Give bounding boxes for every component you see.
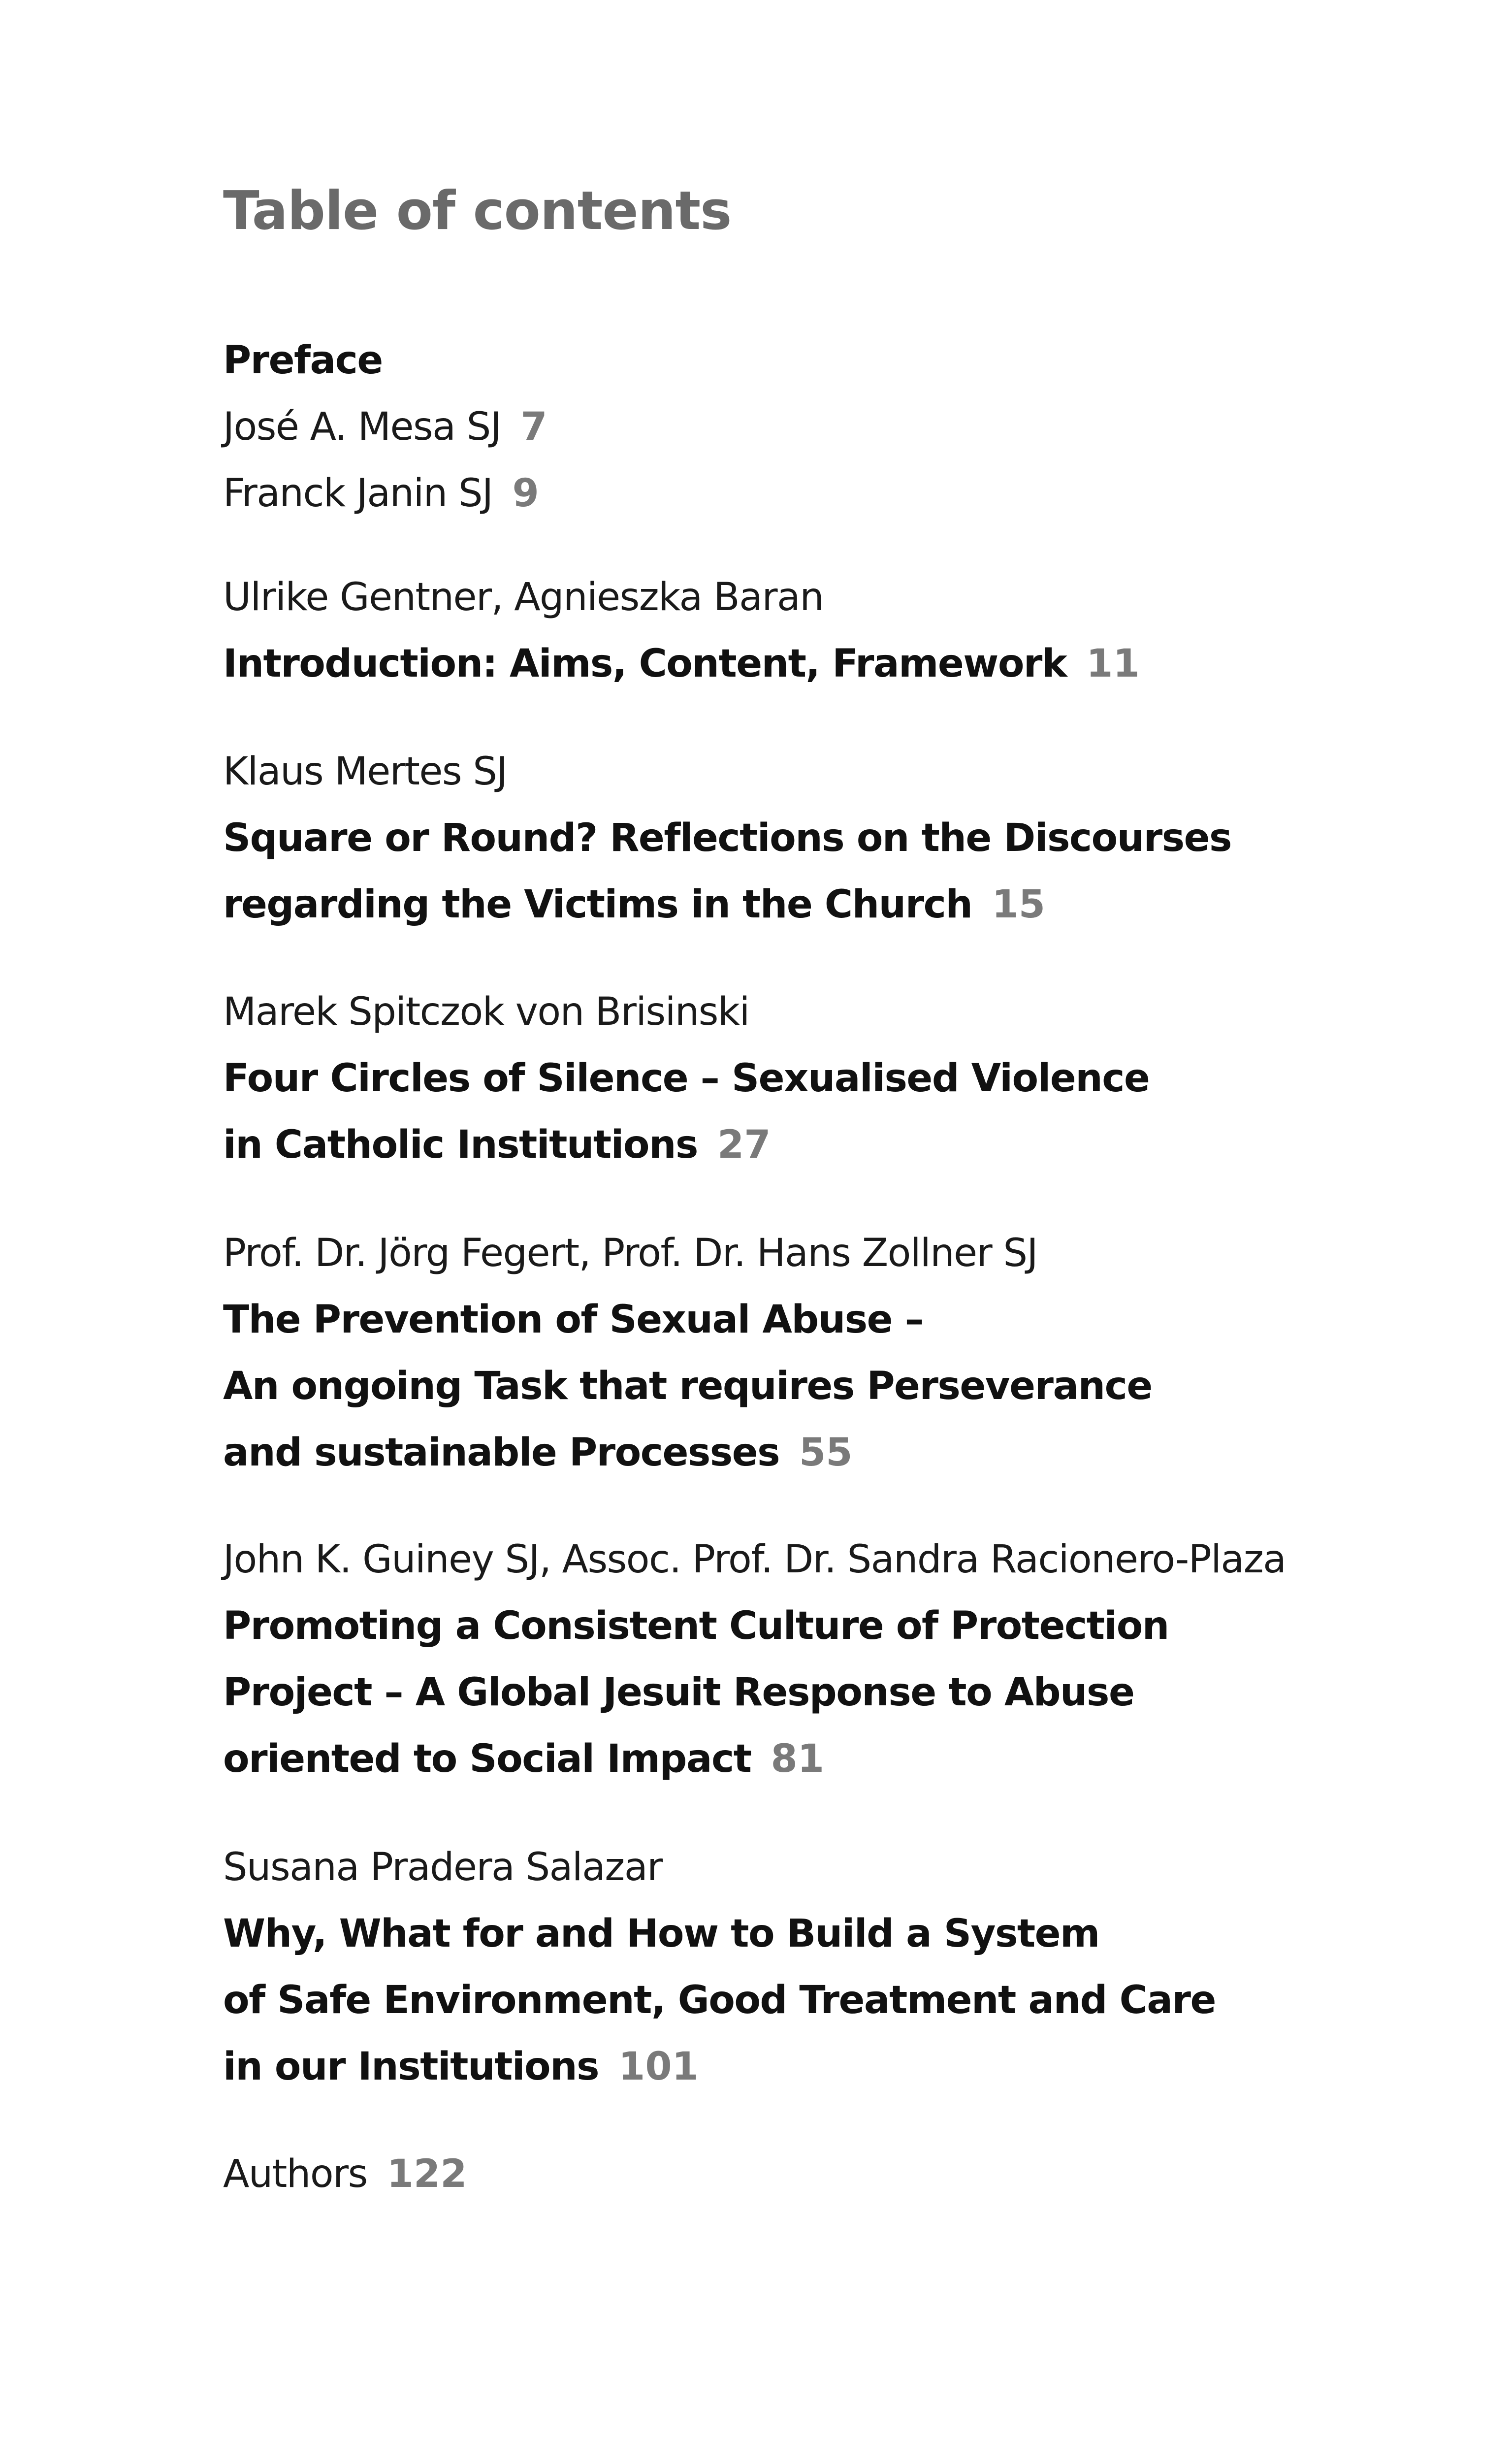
toc-entry-chapter-3[interactable] — [223, 979, 1429, 1178]
page-number: 55 — [799, 1431, 853, 1475]
toc-entry-authors[interactable] — [223, 2141, 1429, 2208]
entry-title-line: Four Circles of Silence – Sexualised Violence — [223, 1056, 1150, 1101]
entry-author: Susana Pradera Salazar — [223, 1845, 662, 1889]
toc-entry-chapter-6[interactable] — [223, 1834, 1429, 2100]
toc-entry-chapter-5[interactable] — [223, 1527, 1429, 1792]
entry-author: John K. Guiney SJ, Assoc. Prof. Dr. Sandra Racionero-Plaza — [223, 1537, 1286, 1582]
page-title: Table of contents — [223, 180, 732, 242]
toc-entry-preface-mesa[interactable] — [223, 394, 1429, 460]
entry-title-line: in Catholic Institutions 27 — [223, 1112, 1429, 1178]
entry-author: Franck Janin SJ — [223, 471, 493, 516]
toc-entry-chapter-4[interactable] — [223, 1220, 1429, 1486]
entry-title-line: Authors 122 — [223, 2141, 1429, 2208]
page-number: 27 — [717, 1123, 771, 1167]
entry-author: Prof. Dr. Jörg Fegert, Prof. Dr. Hans Zollner SJ — [223, 1231, 1038, 1275]
entry-title-line: and sustainable Processes 55 — [223, 1420, 1429, 1486]
page-number: 7 — [520, 405, 547, 449]
entry-author: Ulrike Gentner, Agnieszka Baran — [223, 575, 824, 619]
entry-title-line: oriented to Social Impact 81 — [223, 1726, 1429, 1792]
entry-author: Klaus Mertes SJ — [223, 749, 507, 794]
entry-title-line: Promoting a Consistent Culture of Protection — [223, 1604, 1169, 1648]
entry-author: José A. Mesa SJ — [223, 405, 501, 449]
page-number: 122 — [386, 2152, 467, 2196]
page-number: 15 — [992, 882, 1045, 927]
toc-entry-chapter-1[interactable] — [223, 564, 1429, 697]
page-number: 101 — [618, 2045, 699, 2089]
entry-title-line: in our Institutions 101 — [223, 2034, 1429, 2100]
toc-entry-chapter-2[interactable] — [223, 739, 1429, 938]
entry-title-line: Square or Round? Reflections on the Discourses — [223, 816, 1231, 860]
entry-title-line: An ongoing Task that requires Perseverance — [223, 1364, 1152, 1408]
toc-section-preface — [223, 327, 1429, 527]
page-number: 81 — [771, 1737, 825, 1781]
toc-entry-preface-janin[interactable] — [223, 460, 1429, 527]
entry-title-line: of Safe Environment, Good Treatment and Care — [223, 1978, 1216, 2022]
page-number: 9 — [512, 471, 539, 516]
entry-title-line: The Prevention of Sexual Abuse – — [223, 1298, 924, 1342]
page-number: 11 — [1086, 642, 1140, 686]
entry-title-line: Introduction: Aims, Content, Framework 11 — [223, 631, 1429, 697]
entry-title-line: regarding the Victims in the Church 15 — [223, 872, 1429, 938]
entry-author: Marek Spitczok von Brisinski — [223, 990, 749, 1034]
section-heading-preface: Preface — [223, 338, 383, 383]
entry-title-line: Project – A Global Jesuit Response to Abuse — [223, 1670, 1134, 1715]
entry-title-line: Why, What for and How to Build a System — [223, 1912, 1099, 1956]
